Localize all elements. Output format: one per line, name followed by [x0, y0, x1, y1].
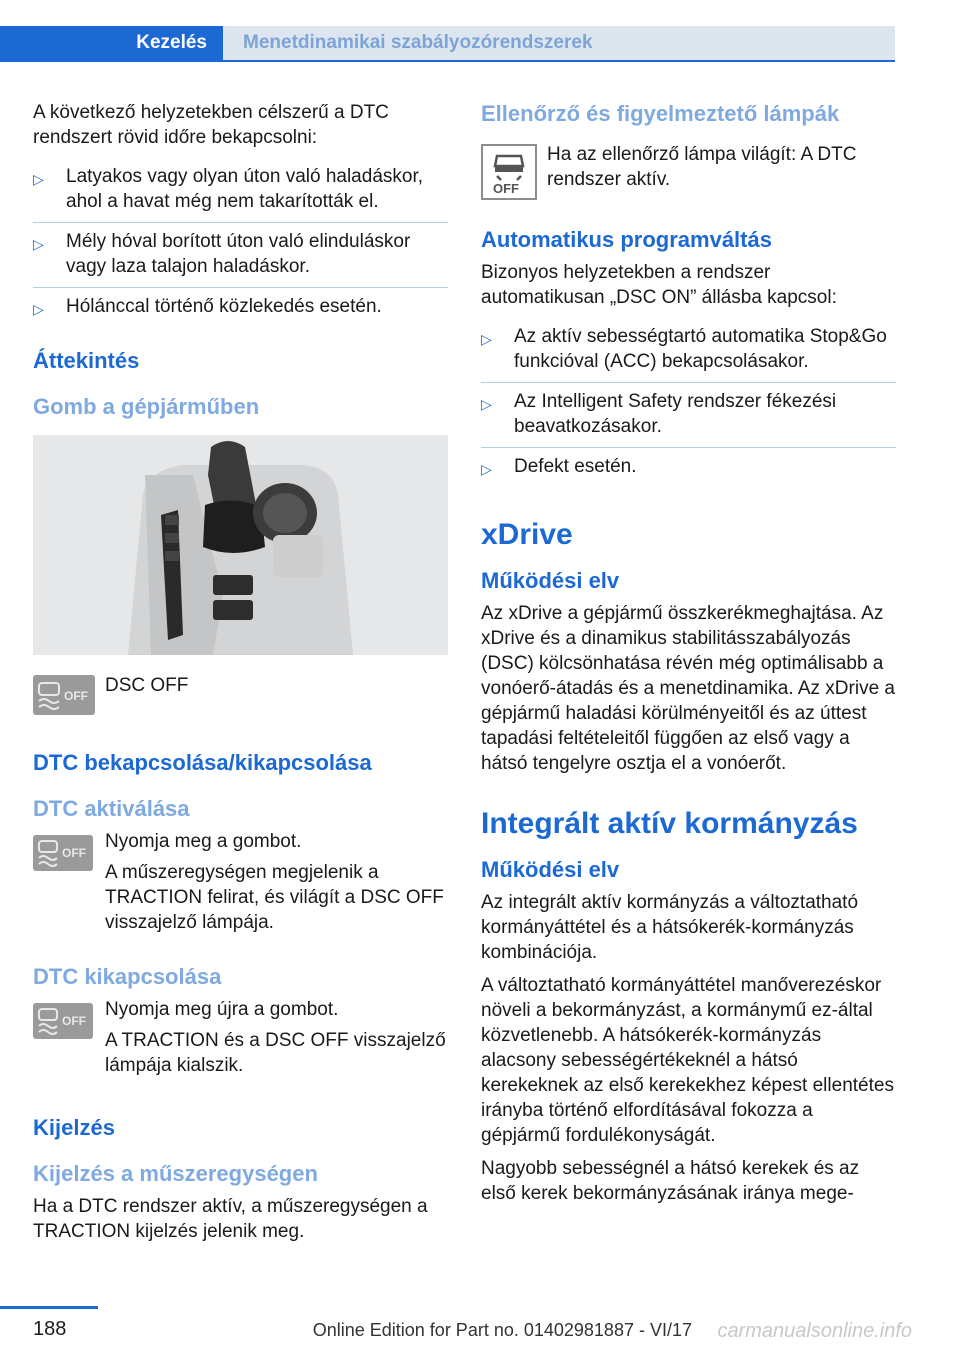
heading-display: Kijelzés — [33, 1115, 115, 1140]
auto-intro: Bizonyos helyzetekben a rendszer automatikusan „DSC ON” állásba kapcsol: — [481, 262, 837, 308]
svg-text:OFF: OFF — [493, 181, 519, 196]
steering-paragraph-3: Nagyobb sebességnél a hátsó kerekek és az első kerek bekormányzásának iránya mege- — [481, 1158, 860, 1204]
watermark: carmanualsonline.info — [717, 1320, 912, 1342]
deactivate-step-1: Nyomja meg újra a gombot. — [105, 999, 339, 1020]
heading-dtc-activate: DTC aktiválása — [33, 796, 190, 821]
steering-paragraph-1: Az integrált aktív kormányzás a változtatható kormányáttétel és a hátsókerék-kormányzás kombinációja. — [481, 892, 859, 963]
heading-overview: Áttekintés — [33, 348, 140, 373]
list-item: ▷ Hólánccal történő közlekedés esetén. — [33, 288, 448, 327]
triangle-right-icon: ▷ — [481, 461, 492, 477]
dtc-activate-block — [33, 829, 448, 935]
lamp-text: Ha az ellenőrző lámpa világít: A DTC rendszer aktív. — [547, 144, 857, 190]
dsc-off-icon — [33, 675, 95, 715]
svg-text:OFF: OFF — [62, 1014, 86, 1028]
heading-dtc-deactivate: DTC kikapcsolása — [33, 964, 222, 989]
triangle-right-icon: ▷ — [33, 236, 44, 252]
heading-principle-xdrive: Működési elv — [481, 568, 620, 593]
heading-integrated-steering: Integrált aktív kormányzás — [481, 807, 858, 840]
steering-paragraph-2: A változtatható kormányáttétel manőverezéskor növeli a bekormányzást, a kormánymű ez-által közvetlenebb. A hátsókerék-kormányzás alacsony sebességértékeknél a hátsó kerekeknek az első kerekekhez képest ellentétes irányba történő elfordításával fokozza a gépjármű fordulékonyságát. — [481, 975, 894, 1146]
heading-principle-steering: Működési elv — [481, 857, 620, 882]
triangle-right-icon: ▷ — [33, 301, 44, 317]
list-item: ▷ Mély hóval borított úton való elinduláskor vagy laza talajon haladáskor. — [33, 223, 448, 288]
svg-text:OFF: OFF — [62, 846, 86, 860]
triangle-right-icon: ▷ — [33, 171, 44, 187]
auto-switch-list — [481, 318, 896, 487]
center-console-photo — [33, 435, 448, 655]
list-item: ▷ Az Intelligent Safety rendszer fékezési beavatkozásakor. — [481, 383, 896, 448]
triangle-right-icon: ▷ — [481, 331, 492, 347]
activate-step-2: A műszeregységen megjelenik a TRACTION felirat, és világít a DSC OFF visszajelző lámpája. — [105, 862, 444, 933]
page-number: 188 — [33, 1318, 67, 1340]
svg-text:OFF: OFF — [64, 689, 88, 703]
heading-display-cluster: Kijelzés a műszeregységen — [33, 1161, 318, 1186]
dtc-deactivate-block — [33, 997, 448, 1078]
header-tab-section[interactable]: Menetdinamikai szabályozórendszerek — [223, 26, 895, 60]
heading-xdrive: xDrive — [481, 518, 573, 551]
list-item: ▷ Defekt esetén. — [481, 448, 896, 487]
right-column — [481, 100, 896, 1206]
dsc-off-icon — [33, 835, 93, 871]
header-divider — [0, 60, 895, 62]
activate-step-1: Nyomja meg a gombot. — [105, 831, 302, 852]
heading-dtc-onoff: DTC bekapcsolása/kikapcsolása — [33, 750, 372, 775]
dtc-usage-list — [33, 158, 448, 327]
heading-button-in-vehicle: Gomb a gépjárműben — [33, 394, 260, 419]
footer-divider — [0, 1306, 98, 1309]
header-tab-kezeles[interactable]: Kezelés — [0, 26, 223, 60]
heading-auto-program: Automatikus programváltás — [481, 227, 772, 252]
xdrive-paragraph: Az xDrive a gépjármű összkerékmeghajtása. Az xDrive és a dinamikus stabilitásszabályozás (DSC) kölcsönhatása révén még optimálisabb a vonóerő-átadás és a menetdinamika. Az xDrive a gépjármű haladási körülményeitől és az úttest tapadási feltételeitől függően az első vagy a hátsó tengelyre osztja el a vonóerőt. — [481, 603, 895, 774]
triangle-right-icon: ▷ — [481, 396, 492, 412]
edition-text: Online Edition for Part no. 01402981887 - VI/17 — [312, 1320, 692, 1340]
dsc-off-row — [33, 673, 448, 719]
lamp-row — [481, 142, 896, 204]
dtc-off-warning-icon — [481, 144, 537, 200]
display-paragraph: Ha a DTC rendszer aktív, a műszeregységen a TRACTION kijelzés jelenik meg. — [33, 1196, 428, 1242]
list-item: ▷ Az aktív sebességtartó automatika Stop&Go funkcióval (ACC) bekapcsolásakor. — [481, 318, 896, 383]
dsc-off-label: DSC OFF — [105, 675, 189, 696]
list-item: ▷ Latyakos vagy olyan úton való haladáskor, ahol a havat még nem takarították el. — [33, 158, 448, 223]
heading-lamps: Ellenőrző és figyelmeztető lámpák — [481, 101, 840, 126]
left-column — [33, 100, 448, 1244]
dsc-off-icon — [33, 1003, 93, 1039]
page-header — [0, 26, 895, 62]
deactivate-step-2: A TRACTION és a DSC OFF visszajelző lámpája kialszik. — [105, 1030, 446, 1076]
intro-paragraph: A következő helyzetekben célszerű a DTC rendszert rövid időre bekapcsolni: — [33, 102, 389, 148]
